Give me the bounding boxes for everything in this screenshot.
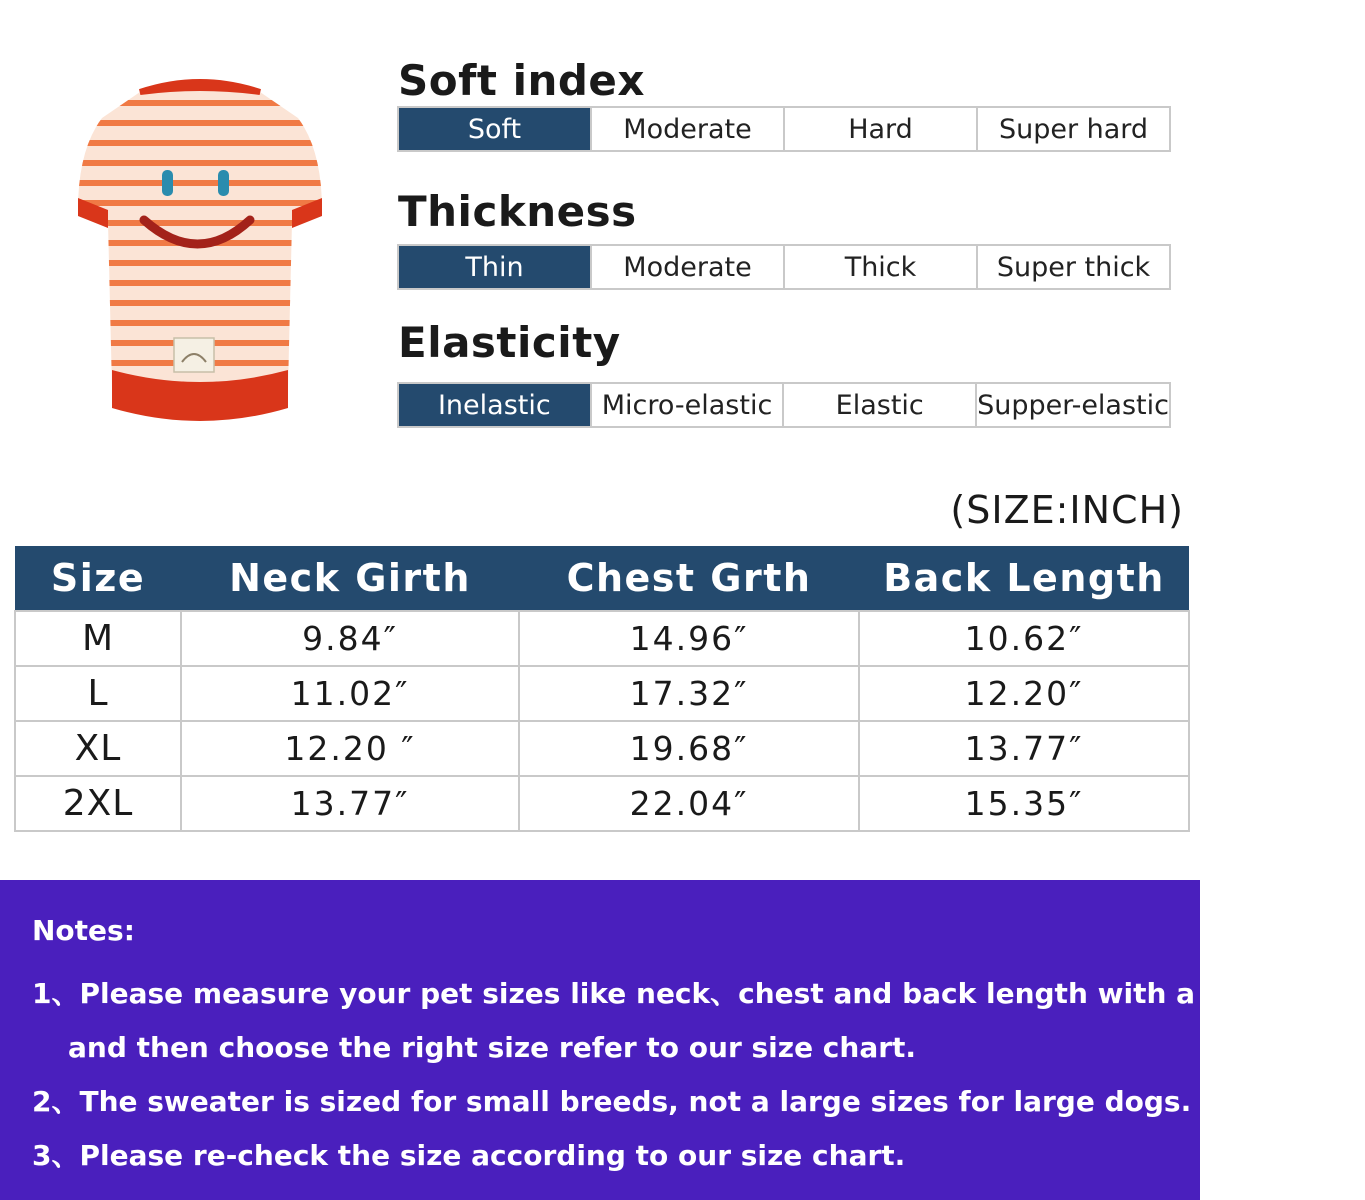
note-line: 2、The sweater is sized for small breeds, not a large sizes for large dogs.: [32, 1085, 1192, 1118]
neck-girth-cell: 9.84″: [181, 611, 519, 666]
scale-option: Hard: [783, 108, 976, 150]
table-row: [15, 666, 1189, 721]
scale-option: Moderate: [590, 108, 783, 150]
back-length-cell: 13.77″: [859, 721, 1189, 776]
neck-girth-cell: 13.77″: [181, 776, 519, 831]
column-header-size: Size: [15, 546, 181, 611]
column-header-chest-girth: Chest Grth: [519, 546, 859, 611]
table-header-row: [15, 546, 1189, 611]
size-chart-table: [14, 546, 1190, 832]
table-row: [15, 611, 1189, 666]
note-line: 3、Please re-check the size according to our size chart.: [32, 1139, 906, 1172]
scale-option: Elastic: [782, 384, 975, 426]
attribute-title: Elasticity: [398, 318, 621, 367]
scale-option-selected: Thin: [399, 246, 590, 288]
chest-girth-cell: 14.96″: [519, 611, 859, 666]
size-cell: 2XL: [15, 776, 181, 831]
scale-option: Supper-elastic: [975, 384, 1169, 426]
pet-sweater-image: [60, 70, 340, 440]
soft-index-scale: [397, 106, 1171, 152]
size-cell: M: [15, 611, 181, 666]
table-row: [15, 721, 1189, 776]
size-cell: XL: [15, 721, 181, 776]
neck-girth-cell: 11.02″: [181, 666, 519, 721]
back-length-cell: 10.62″: [859, 611, 1189, 666]
scale-option: Super thick: [976, 246, 1169, 288]
chest-girth-cell: 19.68″: [519, 721, 859, 776]
scale-option: Thick: [783, 246, 976, 288]
column-header-back-length: Back Length: [859, 546, 1189, 611]
back-length-cell: 15.35″: [859, 776, 1189, 831]
note-line: and then choose the right size refer to our size chart.: [68, 1031, 917, 1064]
scale-option: Super hard: [976, 108, 1169, 150]
neck-girth-cell: 12.20 ″: [181, 721, 519, 776]
scale-option-selected: Soft: [399, 108, 590, 150]
attribute-title: Thickness: [398, 187, 637, 236]
chest-girth-cell: 17.32″: [519, 666, 859, 721]
scale-option: Moderate: [590, 246, 783, 288]
scale-option: Micro-elastic: [590, 384, 783, 426]
elasticity-scale: [397, 382, 1171, 428]
thickness-scale: [397, 244, 1171, 290]
notes-heading: Notes:: [32, 914, 135, 947]
attribute-title: Soft index: [398, 56, 646, 105]
size-unit-label: (SIZE:INCH): [950, 488, 1184, 532]
back-length-cell: 12.20″: [859, 666, 1189, 721]
scale-option-selected: Inelastic: [399, 384, 590, 426]
size-cell: L: [15, 666, 181, 721]
chest-girth-cell: 22.04″: [519, 776, 859, 831]
notes-panel: [0, 880, 1365, 1200]
table-row: [15, 776, 1189, 831]
column-header-neck-girth: Neck Girth: [181, 546, 519, 611]
note-line: 1、Please measure your pet sizes like neck、chest and back length with a band tape: [32, 977, 1365, 1010]
